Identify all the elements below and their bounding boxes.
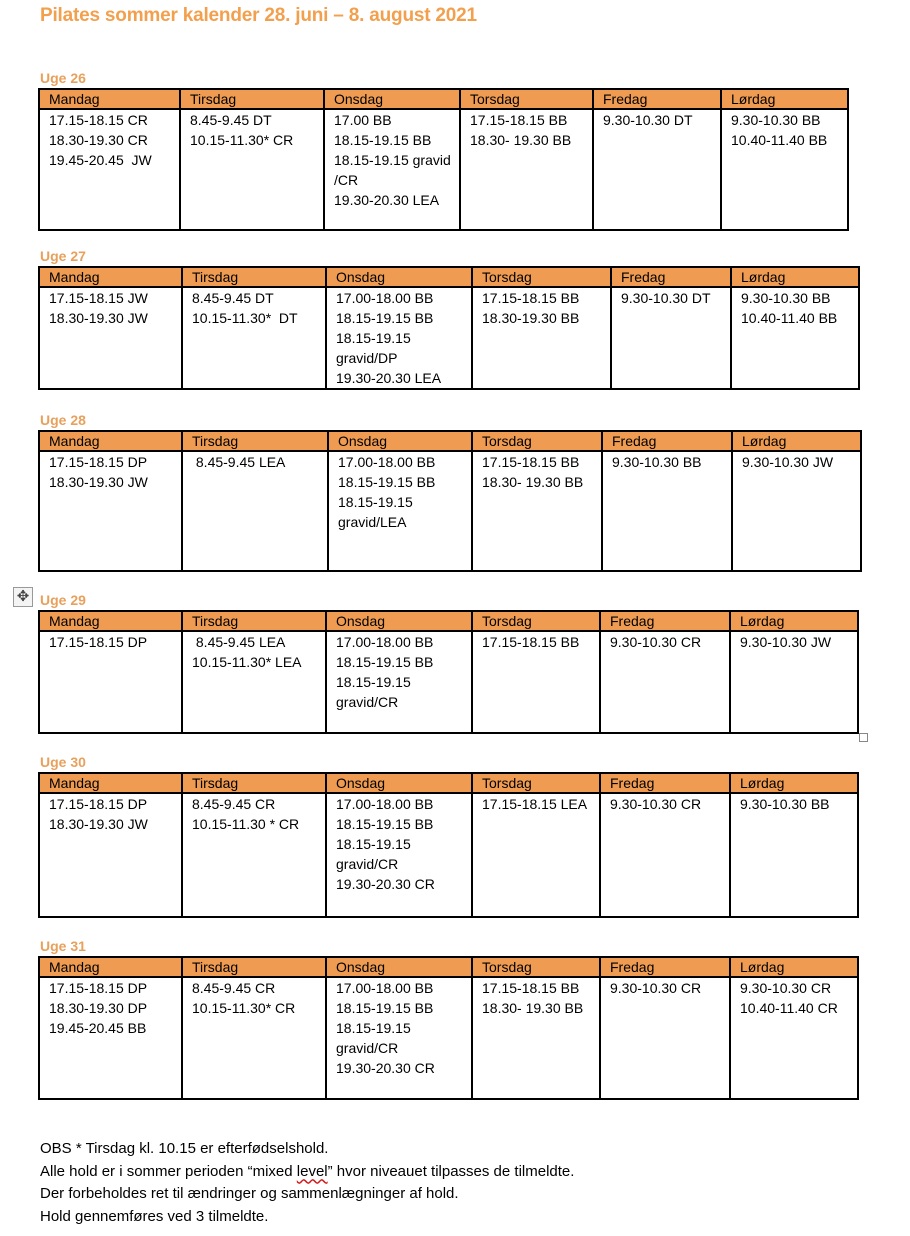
class-entry: 10.15-11.30* CR	[190, 132, 294, 148]
table-row	[39, 287, 859, 389]
day-header: Onsdag	[326, 957, 472, 977]
table-header-row	[39, 611, 858, 631]
class-entry: 18.30- 19.30 BB	[482, 1000, 584, 1016]
class-entry: 18.30-19.30 DP	[49, 1000, 148, 1016]
table-header-row	[39, 431, 861, 451]
week-label: Uge 28	[40, 412, 86, 428]
class-entry: 8.45-9.45 DT	[192, 290, 274, 306]
class-entry: 17.15-18.15 DP	[49, 454, 148, 470]
class-entry: 10.15-11.30* DT	[192, 310, 298, 326]
week-table	[38, 88, 849, 231]
class-entry: 8.45-9.45 CR	[192, 980, 276, 996]
day-header: Mandag	[39, 431, 182, 451]
day-header: Fredag	[600, 611, 730, 631]
class-entry: 17.15-18.15 BB	[470, 112, 568, 128]
schedule-cell	[593, 109, 721, 230]
class-entry: gravid/DP	[336, 350, 398, 366]
schedule-cell	[180, 109, 324, 230]
note-line-3: Der forbeholdes ret til ændringer og sammenlægninger af hold.	[40, 1185, 459, 1202]
table-row	[39, 451, 861, 571]
day-header: Torsdag	[472, 431, 602, 451]
day-header: Lørdag	[730, 611, 858, 631]
class-entry: /CR	[334, 172, 359, 188]
class-entry: 19.30-20.30 CR	[336, 876, 435, 892]
class-entry: 9.30-10.30 BB	[612, 454, 702, 470]
class-entry: 18.30- 19.30 BB	[470, 132, 572, 148]
day-header: Lørdag	[721, 89, 848, 109]
week-table	[38, 772, 859, 918]
day-header: Fredag	[611, 267, 731, 287]
day-header: Mandag	[39, 773, 182, 793]
schedule-cell	[472, 631, 600, 733]
class-entry: 18.30-19.30 JW	[49, 310, 148, 326]
table-header-row	[39, 773, 858, 793]
class-entry: 18.15-19.15 BB	[334, 132, 432, 148]
schedule-cell	[472, 287, 611, 389]
class-entry: 10.15-11.30* LEA	[192, 654, 302, 670]
schedule-cell	[39, 977, 182, 1099]
class-entry: 17.15-18.15 BB	[482, 980, 580, 996]
week-table	[38, 266, 860, 390]
day-header: Fredag	[593, 89, 721, 109]
class-entry: gravid/CR	[336, 1040, 399, 1056]
class-entry: 17.15-18.15 BB	[482, 290, 580, 306]
class-entry: 9.30-10.30 BB	[740, 796, 830, 812]
page-title: Pilates sommer kalender 28. juni – 8. august 2021	[40, 5, 477, 26]
day-header: Tirsdag	[182, 957, 326, 977]
class-entry: 17.00-18.00 BB	[338, 454, 436, 470]
class-entry: 19.30-20.30 CR	[336, 1060, 435, 1076]
day-header: Onsdag	[324, 89, 460, 109]
class-entry: 17.15-18.15 BB	[482, 454, 580, 470]
class-entry: 17.15-18.15 BB	[482, 634, 580, 650]
schedule-cell	[472, 977, 600, 1099]
schedule-cell	[611, 287, 731, 389]
class-entry: 17.00-18.00 BB	[336, 980, 434, 996]
schedule-cell	[326, 977, 472, 1099]
day-header: Mandag	[39, 611, 182, 631]
day-header: Fredag	[600, 773, 730, 793]
schedule-cell	[730, 977, 858, 1099]
schedule-cell	[39, 451, 182, 571]
day-header: Lørdag	[732, 431, 861, 451]
class-entry: 9.30-10.30 CR	[740, 980, 832, 996]
schedule-cell	[39, 631, 182, 733]
schedule-cell	[328, 451, 472, 571]
class-entry: gravid/CR	[336, 694, 399, 710]
move-arrows-icon[interactable]: ✥	[13, 587, 33, 607]
class-entry: 17.15-18.15 DP	[49, 796, 148, 812]
class-entry: 18.30- 19.30 BB	[482, 474, 584, 490]
day-header: Lørdag	[730, 957, 858, 977]
day-header: Tirsdag	[180, 89, 324, 109]
class-entry: 9.30-10.30 CR	[610, 634, 702, 650]
schedule-cell	[730, 631, 858, 733]
note-line-1: OBS * Tirsdag kl. 10.15 er efterfødselshold.	[40, 1140, 329, 1157]
schedule-cell	[326, 287, 472, 389]
resize-handle-icon[interactable]	[859, 733, 868, 742]
week-label: Uge 29	[40, 592, 86, 608]
day-header: Torsdag	[472, 773, 600, 793]
class-entry: 17.15-18.15 DP	[49, 634, 148, 650]
class-entry: 18.15-19.15 BB	[336, 310, 434, 326]
schedule-cell	[182, 451, 328, 571]
table-row	[39, 631, 858, 733]
class-entry: gravid/CR	[336, 856, 399, 872]
class-entry: 17.15-18.15 CR	[49, 112, 148, 128]
class-entry: 17.00 BB	[334, 112, 392, 128]
day-header: Tirsdag	[182, 267, 326, 287]
class-entry: 18.30-19.30 BB	[482, 310, 580, 326]
class-entry: 17.15-18.15 JW	[49, 290, 148, 306]
class-entry: 19.30-20.30 LEA	[336, 370, 442, 386]
day-header: Mandag	[39, 957, 182, 977]
day-header: Tirsdag	[182, 431, 328, 451]
schedule-cell	[39, 109, 180, 230]
table-header-row	[39, 89, 848, 109]
day-header: Onsdag	[326, 611, 472, 631]
schedule-cell	[182, 793, 326, 917]
class-entry: 17.15-18.15 LEA	[482, 796, 588, 812]
schedule-cell	[326, 631, 472, 733]
note-line-2: Alle hold er i sommer perioden “mixed level” hvor niveauet tilpasses de tilmeldte.	[40, 1162, 575, 1180]
day-header: Onsdag	[328, 431, 472, 451]
class-entry: 18.15-19.15 gravid	[334, 152, 451, 168]
day-header: Fredag	[602, 431, 732, 451]
class-entry: 8.45-9.45 LEA	[192, 634, 286, 650]
table-row	[39, 793, 858, 917]
schedule-cell	[472, 451, 602, 571]
class-entry: 9.30-10.30 DT	[621, 290, 711, 306]
week-table	[38, 956, 859, 1100]
schedule-cell	[460, 109, 593, 230]
class-entry: 18.15-19.15 BB	[336, 654, 434, 670]
schedule-cell	[721, 109, 848, 230]
schedule-cell	[39, 287, 182, 389]
schedule-cell	[731, 287, 859, 389]
spellcheck-word[interactable]: level	[296, 1162, 328, 1180]
class-entry: 9.30-10.30 CR	[610, 796, 702, 812]
class-entry: 17.00-18.00 BB	[336, 796, 434, 812]
day-header: Mandag	[39, 89, 180, 109]
schedule-cell	[600, 977, 730, 1099]
class-entry: 9.30-10.30 BB	[731, 112, 821, 128]
class-entry: 18.15-19.15 BB	[336, 816, 434, 832]
schedule-cell	[732, 451, 861, 571]
class-entry: 18.30-19.30 JW	[49, 816, 148, 832]
class-entry: 10.40-11.40 CR	[740, 1000, 838, 1016]
class-entry: 17.15-18.15 DP	[49, 980, 148, 996]
class-entry: 10.40-11.40 BB	[731, 132, 828, 148]
class-entry: 18.15-19.15	[336, 330, 411, 346]
week-label: Uge 27	[40, 248, 86, 264]
class-entry: 9.30-10.30 JW	[742, 454, 834, 470]
day-header: Tirsdag	[182, 773, 326, 793]
schedule-cell	[39, 793, 182, 917]
schedule-cell	[600, 631, 730, 733]
schedule-cell	[730, 793, 858, 917]
class-entry: 10.40-11.40 BB	[741, 310, 838, 326]
schedule-cell	[600, 793, 730, 917]
class-entry: 17.00-18.00 BB	[336, 290, 434, 306]
note-line-4: Hold gennemføres ved 3 tilmeldte.	[40, 1207, 269, 1225]
class-entry: 18.30-19.30 CR	[49, 132, 148, 148]
class-entry: 10.15-11.30 * CR	[192, 816, 300, 832]
class-entry: 10.15-11.30* CR	[192, 1000, 296, 1016]
day-header: Torsdag	[460, 89, 593, 109]
week-table	[38, 430, 862, 572]
table-row	[39, 977, 858, 1099]
day-header: Torsdag	[472, 267, 611, 287]
day-header: Onsdag	[326, 267, 472, 287]
class-entry: 8.45-9.45 LEA	[192, 454, 286, 470]
schedule-cell	[326, 793, 472, 917]
class-entry: 8.45-9.45 CR	[192, 796, 276, 812]
class-entry: 9.30-10.30 JW	[740, 634, 832, 650]
week-label: Uge 26	[40, 70, 86, 86]
day-header: Lørdag	[731, 267, 859, 287]
day-header: Onsdag	[326, 773, 472, 793]
week-label: Uge 31	[40, 938, 86, 954]
week-label: Uge 30	[40, 754, 86, 770]
day-header: Fredag	[600, 957, 730, 977]
schedule-cell	[602, 451, 732, 571]
table-row	[39, 109, 848, 230]
class-entry: 18.30-19.30 JW	[49, 474, 148, 490]
class-entry: 18.15-19.15	[338, 494, 413, 510]
day-header: Torsdag	[472, 957, 600, 977]
schedule-cell	[472, 793, 600, 917]
class-entry: 9.30-10.30 CR	[610, 980, 702, 996]
class-entry: 18.15-19.15	[336, 674, 411, 690]
class-entry: 9.30-10.30 BB	[741, 290, 831, 306]
class-entry: 18.15-19.15	[336, 836, 411, 852]
week-table	[38, 610, 859, 734]
day-header: Torsdag	[472, 611, 600, 631]
day-header: Tirsdag	[182, 611, 326, 631]
schedule-cell	[324, 109, 460, 230]
class-entry: 18.15-19.15	[336, 1020, 411, 1036]
class-entry: 18.15-19.15 BB	[336, 1000, 434, 1016]
day-header: Mandag	[39, 267, 182, 287]
schedule-cell	[182, 287, 326, 389]
class-entry: 8.45-9.45 DT	[190, 112, 272, 128]
class-entry: gravid/LEA	[338, 514, 407, 530]
class-entry: 19.45-20.45 BB	[49, 1020, 147, 1036]
schedule-cell	[182, 977, 326, 1099]
class-entry: 19.45-20.45 JW	[49, 152, 152, 168]
day-header: Lørdag	[730, 773, 858, 793]
class-entry: 18.15-19.15 BB	[338, 474, 436, 490]
class-entry: 17.00-18.00 BB	[336, 634, 434, 650]
notes	[40, 1138, 574, 1228]
class-entry: 9.30-10.30 DT	[603, 112, 693, 128]
class-entry: 19.30-20.30 LEA	[334, 192, 440, 208]
table-header-row	[39, 957, 858, 977]
table-header-row	[39, 267, 859, 287]
schedule-cell	[182, 631, 326, 733]
